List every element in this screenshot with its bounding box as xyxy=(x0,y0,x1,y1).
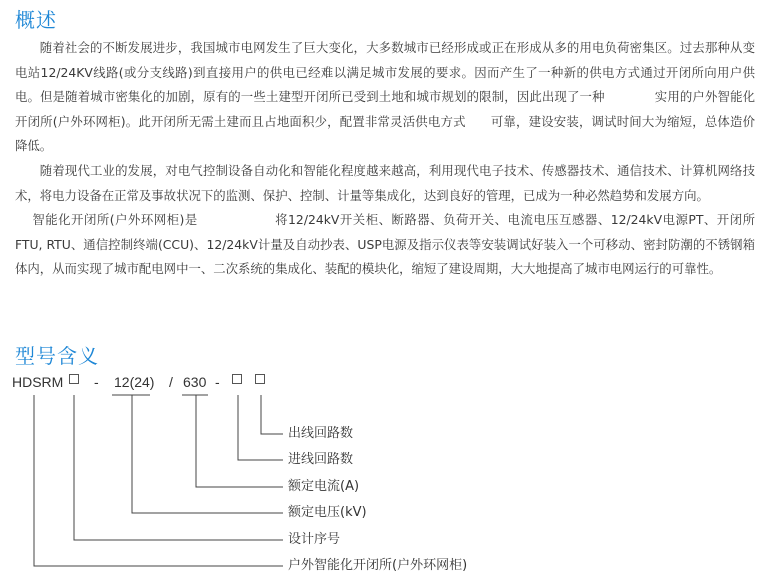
model-voltage: 12(24) xyxy=(114,374,155,390)
meaning-incoming-circuits: 进线回路数 xyxy=(288,452,354,467)
model-dash-2: - xyxy=(215,374,220,390)
model-prefix: HDSRM xyxy=(12,374,64,390)
meaning-product-name: 户外智能化开闭所(户外环网柜) xyxy=(288,558,468,573)
model-slash: / xyxy=(169,374,173,390)
meaning-design-serial: 设计序号 xyxy=(288,532,341,547)
overview-paragraph-3: 智能化开闭所(户外环网柜)是 将12/24kV开关柜、断路器、负荷开关、电流电压互感器、12/24kV电源PT、开闭所FTU, RTU、通信控制终端(CCU)、12/24kV计量及自动抄表、USP电源及指示仪表等安装调试好装入一个可移动、密封防潮的不锈钢箱体内，从而实现了城市配电网中一、二次系统的集成化、装配的模块化，缩短了建设周期，大大地提高了城市电网运行的可靠性。 xyxy=(15,212,755,277)
overview-paragraph-2: 随着现代工业的发展，对电气控制设备自动化和智能化程度越来越高，利用现代电子技术、传感器技术、通信技术、计算机网络技术，将电力设备在正常及事故状况下的监测、保护、控制、计量等集成化，达到良好的管理，已成为一种必然趋势和发展方向。 xyxy=(15,162,755,203)
connector-serial xyxy=(74,395,283,540)
model-dash-1: - xyxy=(94,374,99,390)
meaning-rated-voltage: 额定电压(kV) xyxy=(288,505,367,520)
overview-paragraph-1: 随着社会的不断发展进步，我国城市电网发生了巨大变化，大多数城市已经形成或正在形成从多的用电负荷密集区。过去那种从变电站12/24KV线路(或分支线路)到直接用户的供电已经难以满足城市发展的要求。因而产生了一种新的供电方式通过开闭所向用户供电。但是随着城市密集化的加剧，原有的一些土建型开闭所已受到土地和城市规划的限制，因此出现了一种 实用的户外智能化开闭所(户外环网柜)。此开闭所无需土建而且占地面积少，配置非常灵活供电方式 可靠，建设安装，调试时间大为缩短，总体造价降低。 xyxy=(15,40,755,154)
model-title: 型号含义 xyxy=(15,344,99,368)
connector-outgoing xyxy=(261,395,283,434)
overview-title: 概述 xyxy=(15,8,57,32)
meaning-rated-current: 额定电流(A) xyxy=(288,479,360,494)
meaning-outgoing-circuits: 出线回路数 xyxy=(288,426,354,441)
connector-voltage xyxy=(132,395,283,513)
connector-current xyxy=(196,395,283,487)
model-current: 630 xyxy=(183,374,207,390)
